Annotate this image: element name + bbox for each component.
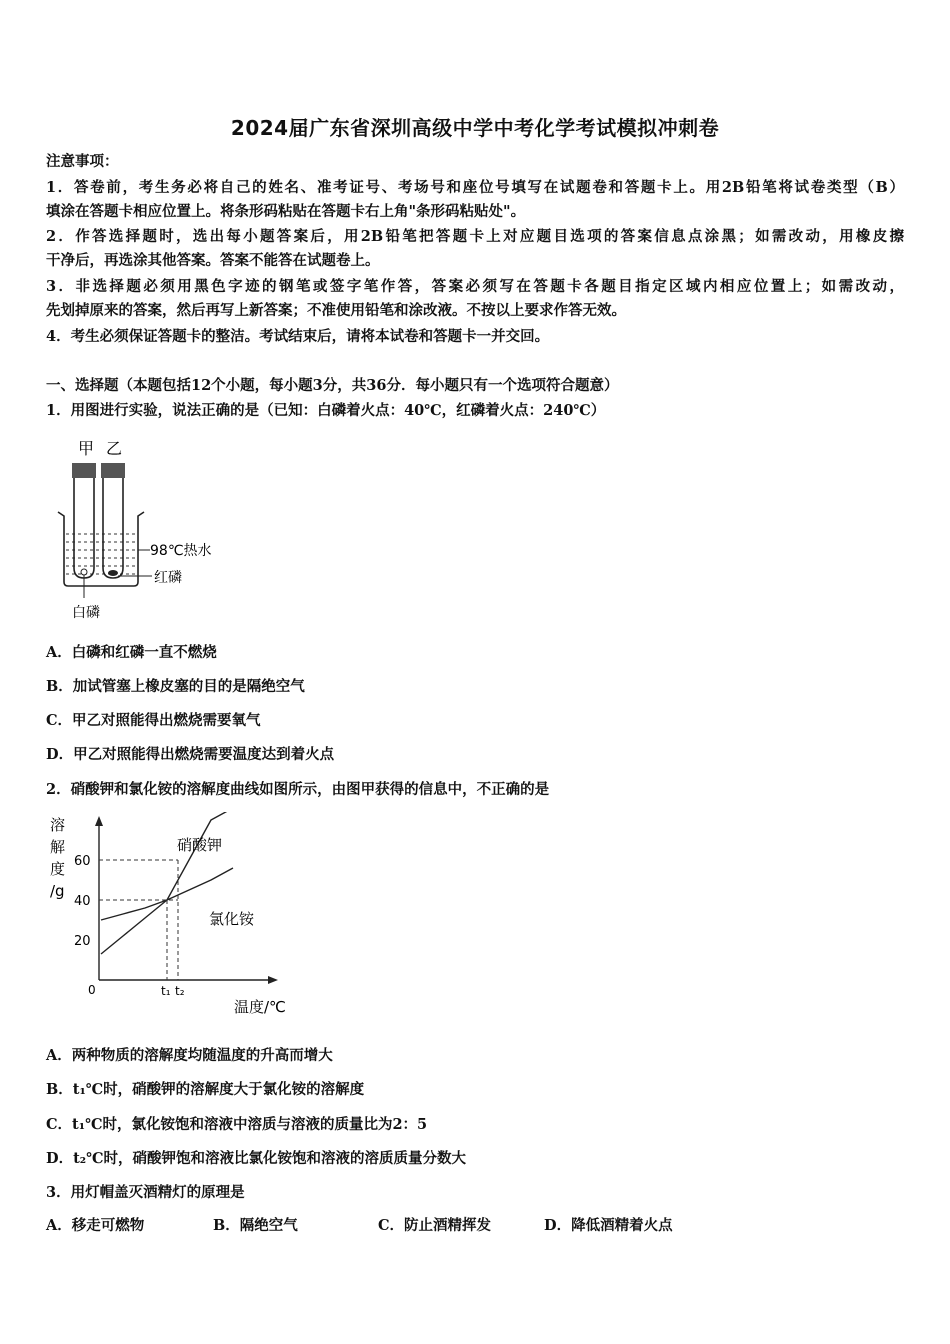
notice-line-6: 先划掉原来的答案，然后再写上新答案；不准使用铅笔和涂改液。不按以上要求作答无效。 — [46, 302, 626, 319]
stopper-yi — [101, 463, 125, 478]
y-tick-label: 20 — [74, 934, 91, 949]
page-title: 2024届广东省深圳高级中学中考化学考试模拟冲刺卷 — [230, 116, 720, 140]
x-axis-arrow — [268, 976, 278, 984]
x-tick-t1: t₁ — [161, 984, 171, 998]
label-yi: 乙 — [106, 439, 123, 458]
x-tick-t2: t₂ — [175, 984, 185, 998]
series-label-kno3: 硝酸钾 — [177, 836, 223, 854]
y-tick-label: 60 — [74, 854, 91, 869]
q3-option-c[interactable]: C．防止酒精挥发 — [378, 1217, 492, 1234]
solubility-chart — [44, 812, 314, 1027]
series-label-nh4cl: 氯化铵 — [209, 910, 255, 928]
notice-line-2: 填涂在答题卡相应位置上。将条形码粘贴在答题卡右上角"条形码粘贴处"。 — [46, 203, 526, 220]
y-axis-arrow — [95, 816, 103, 826]
hot-water — [66, 534, 136, 574]
label-red: 红磷 — [154, 570, 182, 586]
x-axis-label: 温度/℃ — [234, 998, 286, 1016]
stopper-jia — [72, 463, 96, 478]
notice-heading: 注意事项： — [46, 153, 119, 170]
q3-option-a[interactable]: A．移走可燃物 — [46, 1217, 145, 1234]
y-axis-label-char: 溶 — [50, 816, 66, 834]
white-phosphorus — [81, 569, 87, 575]
notice-line-1: 1．答卷前，考生务必将自己的姓名、准考证号、考场号和座位号填写在试题卷和答题卡上。用2B铅笔将试卷类型（B） — [46, 179, 904, 196]
q1-apparatus-figure — [54, 436, 234, 626]
q3-option-d[interactable]: D．降低酒精着火点 — [544, 1217, 673, 1234]
q3-stem: 3．用灯帽盖灭酒精灯的原理是 — [46, 1184, 245, 1201]
red-phosphorus — [108, 570, 118, 576]
y-axis-label-char: 度 — [50, 860, 66, 878]
notice-line-7: 4．考生必须保证答题卡的整洁。考试结束后，请将本试卷和答题卡一并交回。 — [46, 328, 550, 345]
q2-option-a[interactable]: A．两种物质的溶解度均随温度的升高而增大 — [46, 1047, 333, 1064]
q1-option-b[interactable]: B．加试管塞上橡皮塞的目的是隔绝空气 — [46, 678, 305, 695]
origin-label: 0 — [88, 983, 96, 997]
beaker — [58, 512, 144, 586]
q1-stem: 1．用图进行实验，说法正确的是（已知：白磷着火点：40℃，红磷着火点：240℃） — [46, 402, 606, 419]
label-water: 98℃热水 — [150, 543, 212, 559]
y-tick-label: 40 — [74, 894, 91, 909]
q2-option-d[interactable]: D．t₂℃时，硝酸钾饱和溶液比氯化铵饱和溶液的溶质质量分数大 — [46, 1150, 466, 1167]
test-tube-yi — [103, 478, 123, 578]
notice-line-4: 干净后，再选涂其他答案。答案不能答在试题卷上。 — [46, 252, 380, 269]
notice-line-3: 2．作答选择题时，选出每小题答案后，用2B铅笔把答题卡上对应题目选项的答案信息点涂黑；如需改动，用橡皮擦 — [46, 228, 904, 245]
q2-stem: 2．硝酸钾和氯化铵的溶解度曲线如图所示，由图甲获得的信息中，不正确的是 — [46, 781, 550, 798]
y-axis-label-char: /g — [50, 882, 65, 900]
y-axis-label-char: 解 — [50, 838, 66, 856]
q1-option-a[interactable]: A．白磷和红磷一直不燃烧 — [46, 644, 217, 661]
series-line-kno3 — [101, 812, 233, 954]
section-heading: 一、选择题（本题包括12个小题，每小题3分，共36分．每小题只有一个选项符合题意） — [46, 377, 619, 394]
label-jia: 甲 — [78, 439, 95, 458]
test-tube-jia — [74, 478, 94, 578]
label-white: 白磷 — [72, 605, 100, 621]
q1-option-d[interactable]: D．甲乙对照能得出燃烧需要温度达到着火点 — [46, 746, 335, 763]
q2-option-b[interactable]: B．t₁℃时，硝酸钾的溶解度大于氯化铵的溶解度 — [46, 1081, 365, 1098]
y-axis-label — [50, 816, 65, 900]
q1-option-c[interactable]: C．甲乙对照能得出燃烧需要氧气 — [46, 712, 261, 729]
notice-line-5: 3．非选择题必须用黑色字迹的钢笔或签字笔作答，答案必须写在答题卡各题目指定区域内相应位置上；如需改动， — [46, 278, 904, 295]
q2-option-c[interactable]: C．t₁℃时，氯化铵饱和溶液中溶质与溶液的质量比为2：5 — [46, 1116, 428, 1133]
q3-option-b[interactable]: B．隔绝空气 — [213, 1217, 298, 1234]
